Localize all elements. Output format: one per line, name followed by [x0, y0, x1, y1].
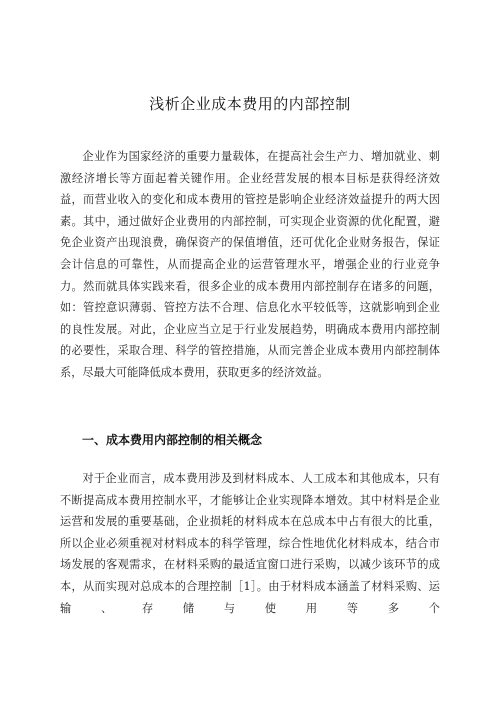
section-1-paragraph: 对于企业而言，成本费用涉及到材料成本、人工成本和其他成本，只有不断提高成本费用控制水平，才能够让企业实现降本增效。其中材料是企业运营和发展的重要基础，企业损耗的材料成本在总成本中占有很大的比重，所以企业必须重视对材料成本的科学管理，综合性地优化材料成本，结合市场发展的客观需求，在材料采购的最适宜窗口进行采购，以减少该环节的成本，从而实现对总成本的合理控制［1］。由于材料成本涵盖了材料采购、运输、存储与使用等多个 [60, 472, 440, 615]
intro-paragraph: 企业作为国家经济的重要力量载体，在提高社会生产力、增加就业、刺激经济增长等方面起着关键作用。企业经营发展的根本目标是获得经济效益，而营业收入的变化和成本费用的管控是影响企业经济效益提升的两大因素。其中，通过做好企业费用的内部控制，可实现企业资源的优化配置，避免企业资产出现浪费，确保资产的保值增值，还可优化企业财务报告，保证会计信息的可靠性，从而提高企业的运营管理水平，增强企业的行业竞争力。然而就具体实践来看，很多企业的成本费用内部控制存在诸多的问题，如：管控意识薄弱、管控方法不合理、信息化水平较低等，这就影响到企业的良性发展。对此，企业应当立足于行业发展趋势，明确成本费用内部控制的必要性，采取合理、科学的管控措施，从而完善企业成本费用内部控制体系，尽最大可能降低成本费用，获取更多的经济效益。 [60, 150, 440, 379]
document-title: 浅析企业成本费用的内部控制 [149, 95, 351, 113]
intro-section [60, 146, 440, 384]
section-1-heading: 一、成本费用内部控制的相关概念 [82, 433, 263, 447]
section-1-body [60, 468, 440, 619]
